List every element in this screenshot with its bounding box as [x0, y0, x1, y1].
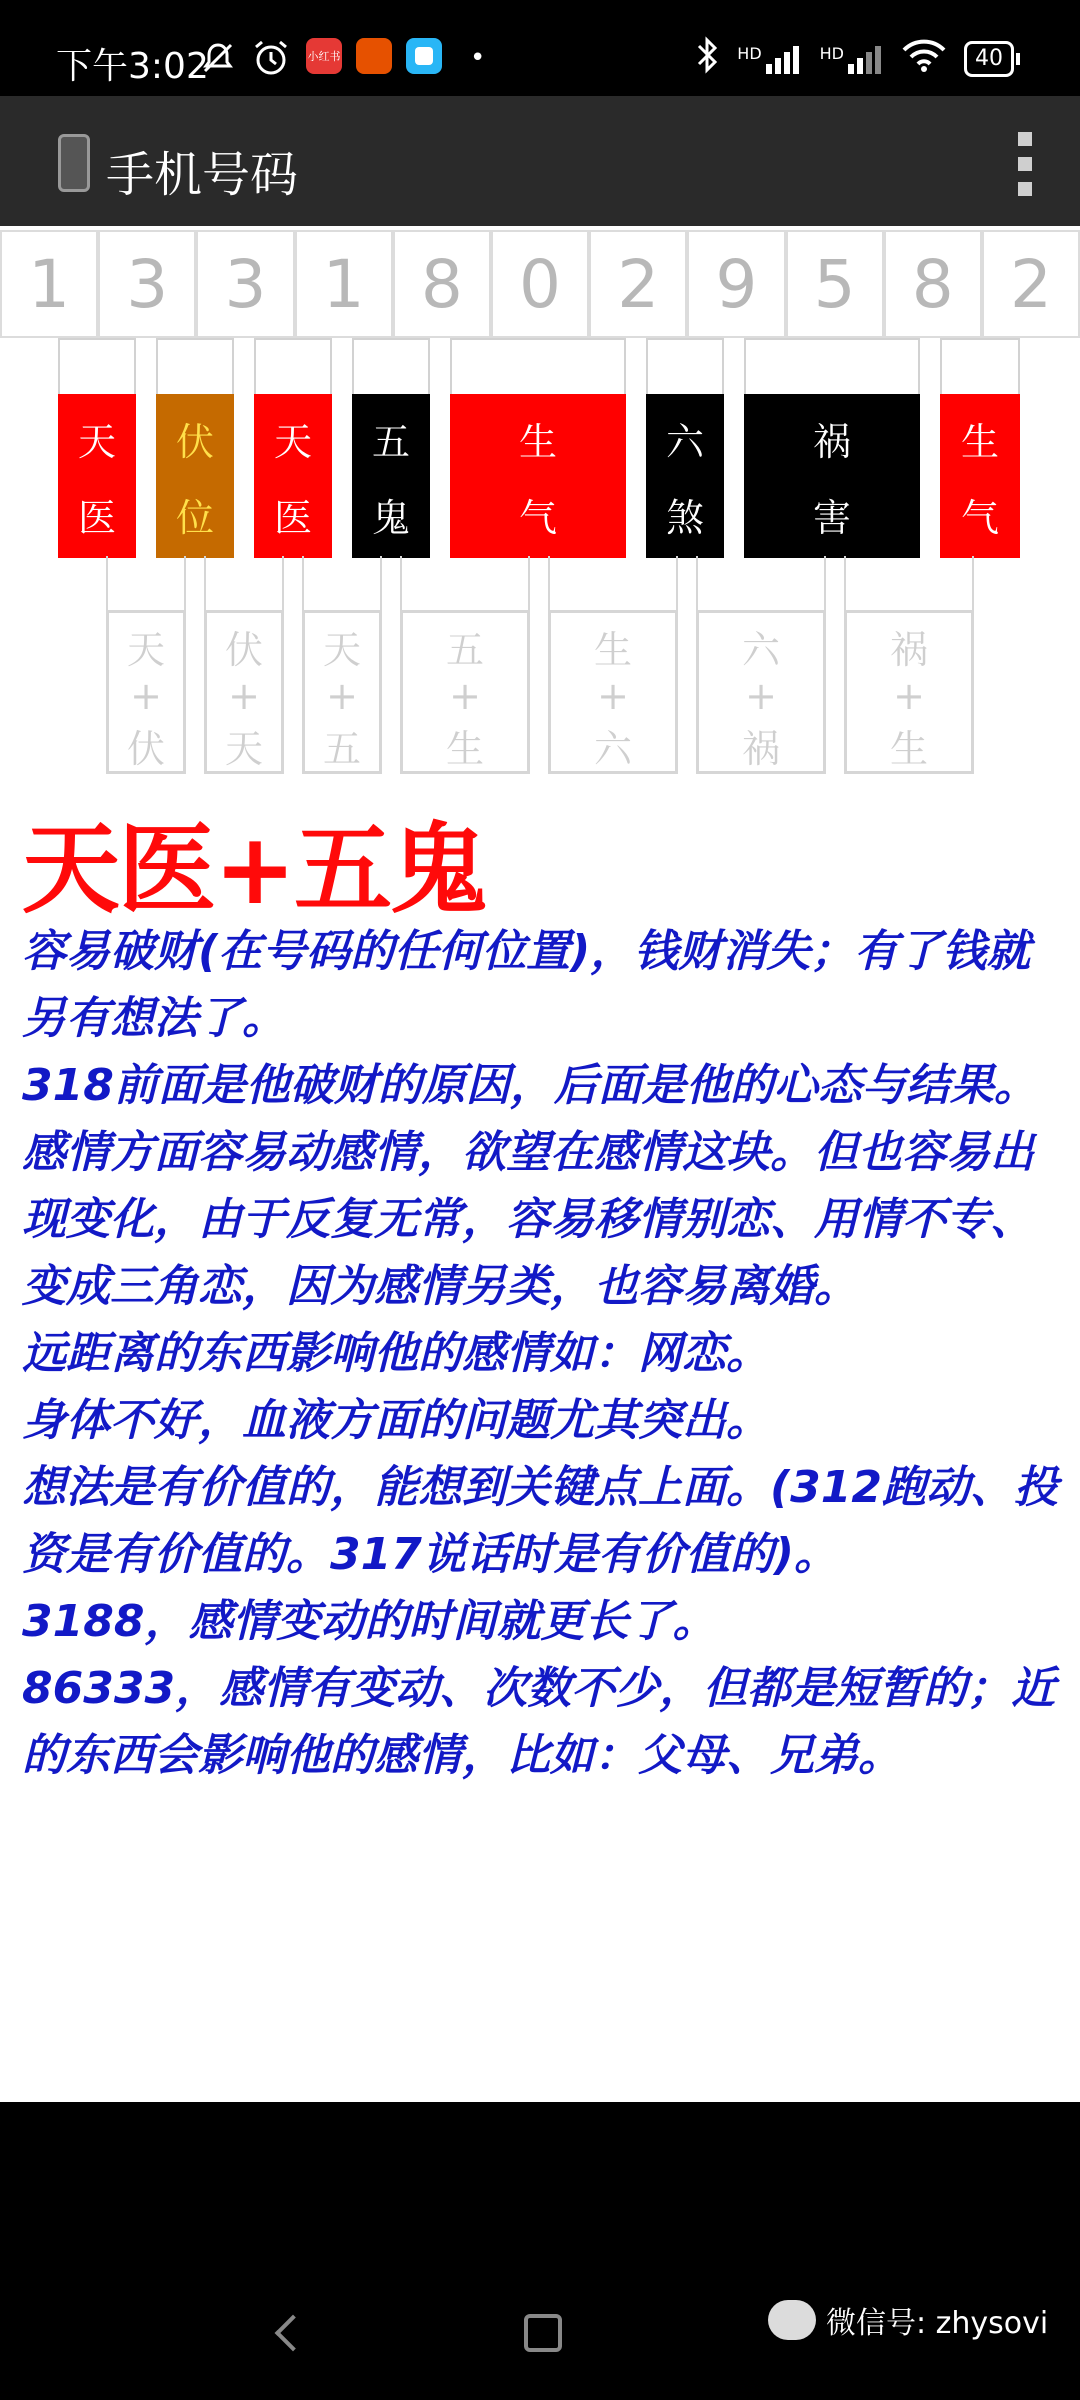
mute-bell-icon — [200, 38, 236, 78]
combo-char: 天 — [224, 727, 263, 771]
combo-char: 天 — [126, 628, 165, 672]
wechat-icon — [768, 2300, 816, 2340]
phone-digit: 5 — [786, 230, 884, 338]
explanation-paragraph: 3188，感情变动的时间就更长了。 — [22, 1596, 717, 1647]
more-notifications-dot: • — [470, 43, 486, 73]
overflow-dot-icon — [1018, 132, 1032, 146]
relation-cell — [254, 394, 332, 558]
phone-digit: 3 — [196, 230, 294, 338]
combo-cell — [106, 610, 186, 774]
relation-cell — [744, 394, 920, 558]
back-nav-button[interactable] — [275, 2315, 312, 2352]
connector-line — [400, 556, 402, 610]
wechat-watermark — [768, 2298, 1048, 2342]
relation-pair — [58, 338, 136, 556]
relation-pair — [744, 338, 920, 556]
signal-1-icon — [737, 44, 801, 74]
connector-line — [676, 556, 678, 610]
relation-pair — [940, 338, 1020, 556]
overflow-menu-button[interactable] — [1010, 132, 1040, 196]
relation-char: 气 — [518, 495, 557, 540]
signal-2-icon — [820, 44, 884, 74]
relation-cell — [156, 394, 234, 558]
app-title: 手机号码 — [106, 147, 299, 203]
app-bar — [0, 96, 1080, 226]
combo-box — [844, 556, 974, 774]
connector-line — [184, 556, 186, 610]
wifi-icon — [902, 38, 946, 79]
phone-digit: 2 — [982, 230, 1080, 338]
relation-char: 医 — [77, 495, 116, 540]
overflow-dot-icon — [1018, 157, 1032, 171]
explanation-paragraph: 想法是有价值的，能想到关键点上面。(312跑动、投资是有价值的。317说话时是有价值的)。 — [22, 1462, 1058, 1580]
phone-number-row — [0, 230, 1080, 338]
explanation-paragraph: 远距离的东西影响他的感情如：网恋。 — [22, 1328, 770, 1379]
combo-cell — [548, 610, 678, 774]
combo-cell — [204, 610, 284, 774]
combo-char: 六 — [593, 727, 632, 771]
relation-char: 祸 — [812, 419, 851, 464]
home-nav-button[interactable] — [524, 2314, 562, 2352]
combo-plus: + — [130, 674, 162, 718]
combo-box — [302, 556, 382, 774]
relation-cell — [940, 394, 1020, 558]
relation-char: 天 — [273, 419, 312, 464]
combo-cell — [302, 610, 382, 774]
phone-digit: 8 — [393, 230, 491, 338]
relation-pair — [450, 338, 626, 556]
explanation-paragraph: 318前面是他破财的原因，后面是他的心态与结果。 — [22, 1060, 1038, 1111]
blue-app-icon — [406, 38, 442, 74]
relation-cell — [450, 394, 626, 558]
combo-box — [400, 556, 530, 774]
combo-plus: + — [893, 674, 925, 718]
combo-box — [204, 556, 284, 774]
phone-app-icon — [58, 134, 90, 192]
relation-cell — [646, 394, 724, 558]
signal-2-label: HD — [819, 43, 844, 63]
status-bar — [0, 0, 1080, 96]
explanation-paragraph: 容易破财(在号码的任何位置)，钱财消失；有了钱就另有想法了。 — [22, 926, 1031, 1044]
main-content — [0, 226, 1080, 2102]
relation-char: 位 — [175, 495, 214, 540]
phone-digit: 1 — [295, 230, 393, 338]
combo-char: 祸 — [741, 727, 780, 771]
relation-char: 六 — [665, 419, 704, 464]
relation-char: 天 — [77, 419, 116, 464]
relation-cell — [58, 394, 136, 558]
alarm-icon — [252, 38, 290, 78]
connector-line — [696, 556, 698, 610]
combo-plus: + — [597, 674, 629, 718]
relation-char: 五 — [371, 419, 410, 464]
combo-char: 五 — [322, 727, 361, 771]
relation-char: 生 — [960, 419, 999, 464]
combo-plus: + — [326, 674, 358, 718]
relation-char: 气 — [960, 495, 999, 540]
relation-char: 医 — [273, 495, 312, 540]
phone-digit: 1 — [0, 230, 98, 338]
connector-line — [380, 556, 382, 610]
overflow-dot-icon — [1018, 182, 1032, 196]
relation-char: 害 — [812, 495, 851, 540]
relation-char: 煞 — [665, 495, 704, 540]
phone-digit: 3 — [98, 230, 196, 338]
combo-box — [696, 556, 826, 774]
connector-line — [824, 556, 826, 610]
battery-icon — [964, 41, 1020, 77]
xiaohongshu-app-icon: 小红书 — [306, 38, 342, 74]
explanation-paragraph: 86333，感情有变动、次数不少，但都是短暂的；近的东西会影响他的感情，比如：父母、兄弟。 — [22, 1663, 1056, 1781]
relation-char: 鬼 — [371, 495, 410, 540]
connector-line — [972, 556, 974, 610]
relation-pair — [254, 338, 332, 556]
status-right-cluster — [695, 36, 1020, 81]
relation-cell — [352, 394, 430, 558]
explanation-paragraph: 身体不好，血液方面的问题尤其突出。 — [22, 1395, 770, 1446]
combo-plus: + — [745, 674, 777, 718]
relation-pair — [646, 338, 724, 556]
combo-char: 生 — [445, 727, 484, 771]
combo-char: 祸 — [889, 628, 928, 672]
combo-char: 五 — [445, 628, 484, 672]
connector-line — [548, 556, 550, 610]
combo-plus: + — [228, 674, 260, 718]
system-nav-bar — [0, 2102, 1080, 2400]
connector-line — [106, 556, 108, 610]
combo-box — [548, 556, 678, 774]
phone-digit: 9 — [687, 230, 785, 338]
signal-1-label: HD — [737, 43, 762, 63]
explanation-section — [22, 813, 1062, 1789]
relation-pair — [156, 338, 234, 556]
combo-plus: + — [449, 674, 481, 718]
combo-char: 伏 — [126, 727, 165, 771]
combo-box — [106, 556, 186, 774]
explanation-paragraph: 感情方面容易动感情，欲望在感情这块。但也容易出现变化，由于反复无常，容易移情别恋、用情不专、变成三角恋，因为感情另类，也容易离婚。 — [22, 1127, 1034, 1312]
watermark-text: 微信号: zhysovi — [826, 2306, 1049, 2341]
combo-cell — [400, 610, 530, 774]
combo-char: 生 — [889, 727, 928, 771]
game-app-icon — [356, 38, 392, 74]
combo-char: 天 — [322, 628, 361, 672]
combo-cell — [844, 610, 974, 774]
connector-line — [282, 556, 284, 610]
connector-line — [528, 556, 530, 610]
combo-char: 伏 — [224, 628, 263, 672]
relation-char: 生 — [518, 419, 557, 464]
relation-pair — [352, 338, 430, 556]
relation-char: 伏 — [175, 419, 214, 464]
phone-digit: 8 — [884, 230, 982, 338]
battery-level: 40 — [964, 41, 1014, 77]
status-time: 下午3:02 — [56, 46, 209, 87]
bluetooth-icon — [695, 36, 719, 81]
connector-line — [204, 556, 206, 610]
combo-cell — [696, 610, 826, 774]
combo-char: 生 — [593, 628, 632, 672]
combination-heading: 天医+五鬼 — [22, 813, 487, 927]
connector-line — [302, 556, 304, 610]
connector-line — [844, 556, 846, 610]
combo-char: 六 — [741, 628, 780, 672]
phone-digit: 2 — [589, 230, 687, 338]
phone-digit: 0 — [491, 230, 589, 338]
